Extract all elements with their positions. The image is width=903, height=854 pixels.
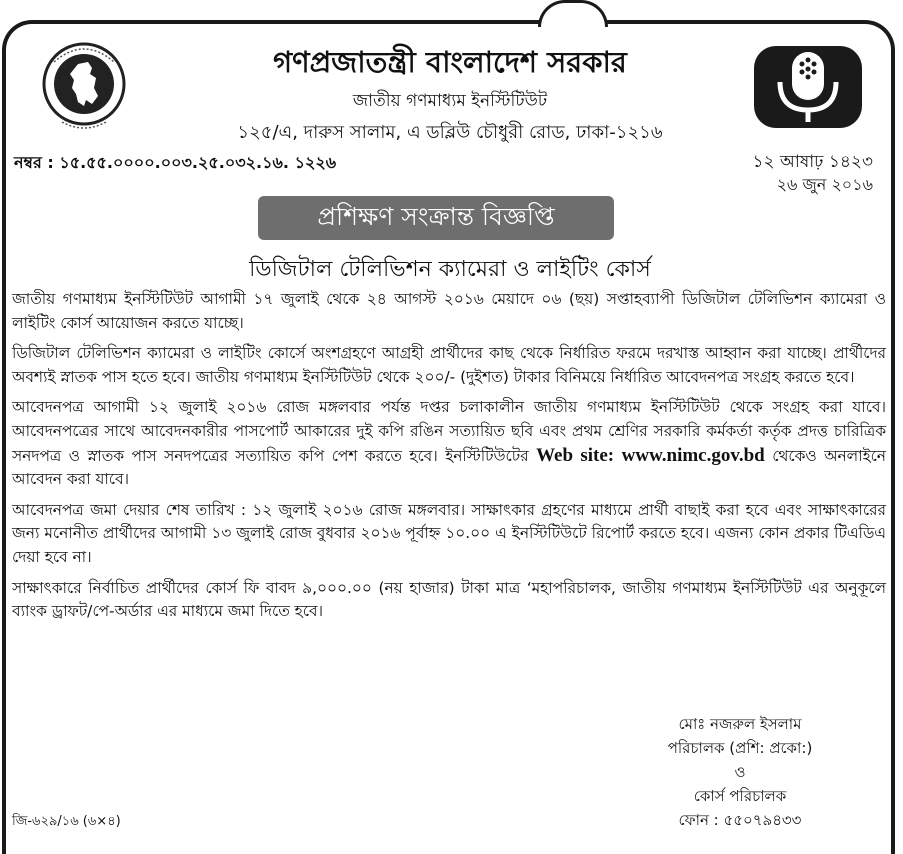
paragraph-course-fee: সাক্ষাৎকারে নির্বাচিত প্রার্থীদের কোর্স ফি বাবদ ৯,০০০.০০ (নয় হাজার) টাকা মাত্র ‘মহাপরিচালক, জাতীয় গণমাধ্যম ইনস্টিটিউট এর অনুকূলে ব্যাংক ড্রাফট/পে-অর্ডার এর মাধ্যমে জমা দিতে হবে। — [12, 578, 886, 621]
paragraph-application-call: ডিজিটাল টেলিভিশন ক্যামেরা ও লাইটিং কোর্সে অংশগ্রহণে আগ্রহী প্রার্থীদের কাছ থেকে নির্ধারিত ফরমে দরখাস্ত আহ্বান করা যাচ্ছে। প্রার্থীদের অবশ্যই স্নাতক পাস হতে হবে। জাতীয় গণমাধ্যম ইনস্টিটিউট থেকে ২০০/- (দুইশত) টাকার বিনিময়ে নির্ধারিত আবেদনপত্র সংগ্রহ করতে হবে। — [12, 344, 886, 386]
date-gregorian: ২৬ জুন ২০১৬ — [776, 175, 873, 194]
paragraph-course-announcement: জাতীয় গণমাধ্যম ইনস্টিটিউট আগামী ১৭ জুলাই থেকে ২৪ আগস্ট ২০১৬ মেয়াদে ০৬ (ছয়) সপ্তাহব্যাপী ডিজিটাল টেলিভিশন ক্যামেরা ও লাইটিং কোর্স আয়োজন করতে যাচ্ছে। — [12, 290, 886, 332]
institute-address: ১২৫/এ, দারুস সালাম, এ ডব্লিউ চৌধুরী রোড, ঢাকা-১২১৬ — [237, 122, 663, 143]
signatory-name: মোঃ নজরুল ইসলাম — [678, 715, 802, 733]
top-edge-strip — [0, 0, 903, 14]
date-bengali: ১২ আষাঢ় ১৪২৩ — [752, 152, 873, 172]
signatory-phone: ফোন : ৫৫০৭৯৪৩৩ — [678, 811, 802, 829]
paragraph-deadline-interview: আবেদনপত্র জমা দেয়ার শেষ তারিখ : ১২ জুলাই ২০১৬ রোজ মঙ্গলবার। সাক্ষাৎকার গ্রহণের মাধ্যমে প্রার্থী বাছাই করা হবে এবং সাক্ষাৎকারের জন্য মনোনীত প্রার্থীদের আগামী ১৩ জুলাই রোজ বুধবার ২০১৬ পূর্বাহ্ন ১০.০০ এ ইনস্টিটিউটে রিপোর্ট করতে হবে। এজন্য কোন প্রকার টিএডিএ দেয়া হবে না। — [12, 500, 886, 566]
memo-number: নম্বর : ১৫.৫৫.০০০০.০০৩.২৫.০৩২.১৬. ১২২৬ — [14, 153, 337, 172]
government-title: গণপ্রজাতন্ত্রী বাংলাদেশ সরকার — [273, 45, 627, 79]
advertisement-code: জি-৬২৯/১৬ (৬×৪) — [12, 814, 121, 829]
signature-block — [630, 712, 850, 832]
paragraph-application-collection-text: আবেদনপত্র আগামী ১২ জুলাই ২০১৬ রোজ মঙ্গলবার পর্যন্ত দপ্তর চলাকালীন জাতীয় গণমাধ্যম ইনস্টিটিউট থেকে সংগ্রহ করা যাবে। আবেদনপত্রের সাথে আবেদনকারীর পাসপোর্ট আকারের দুই কপি রঙিন সত্যায়িত ছবি এবং প্রথম শ্রেণির সরকারি কর্মকর্তা কর্তৃক প্রদত্ত চারিত্রিক সনদপত্র ও স্নাতক পাস সনদপত্রের সত্যায়িত কপি পেশ করতে হবে। ইনস্টিটিউটের — [12, 398, 886, 465]
notice-heading-banner — [258, 196, 614, 240]
signatory-conjunction: ও — [734, 763, 746, 781]
notice-body — [12, 288, 886, 631]
course-title: ডিজিটাল টেলিভিশন ক্যামেরা ও লাইটিং কোর্স — [249, 257, 651, 282]
notice-heading: প্রশিক্ষণ সংক্রান্ত বিজ্ঞপ্তি — [317, 201, 555, 231]
signatory-title: পরিচালক (প্রশি: প্রকো:) — [667, 739, 813, 757]
microphone-logo-icon — [752, 44, 864, 130]
government-seal-icon — [40, 38, 128, 136]
website-link[interactable]: www.nimc.gov.bd — [621, 444, 765, 466]
paragraph-application-collection — [12, 396, 886, 491]
institute-name: জাতীয় গণমাধ্যম ইনস্টিটিউট — [352, 91, 548, 111]
signatory-role: কোর্স পরিচালক — [693, 787, 787, 805]
paragraph-online-apply-text: থেকেও অনলাইনে আবেদন করা যাবে। — [12, 446, 886, 489]
website-label: Web site: — [536, 444, 615, 466]
